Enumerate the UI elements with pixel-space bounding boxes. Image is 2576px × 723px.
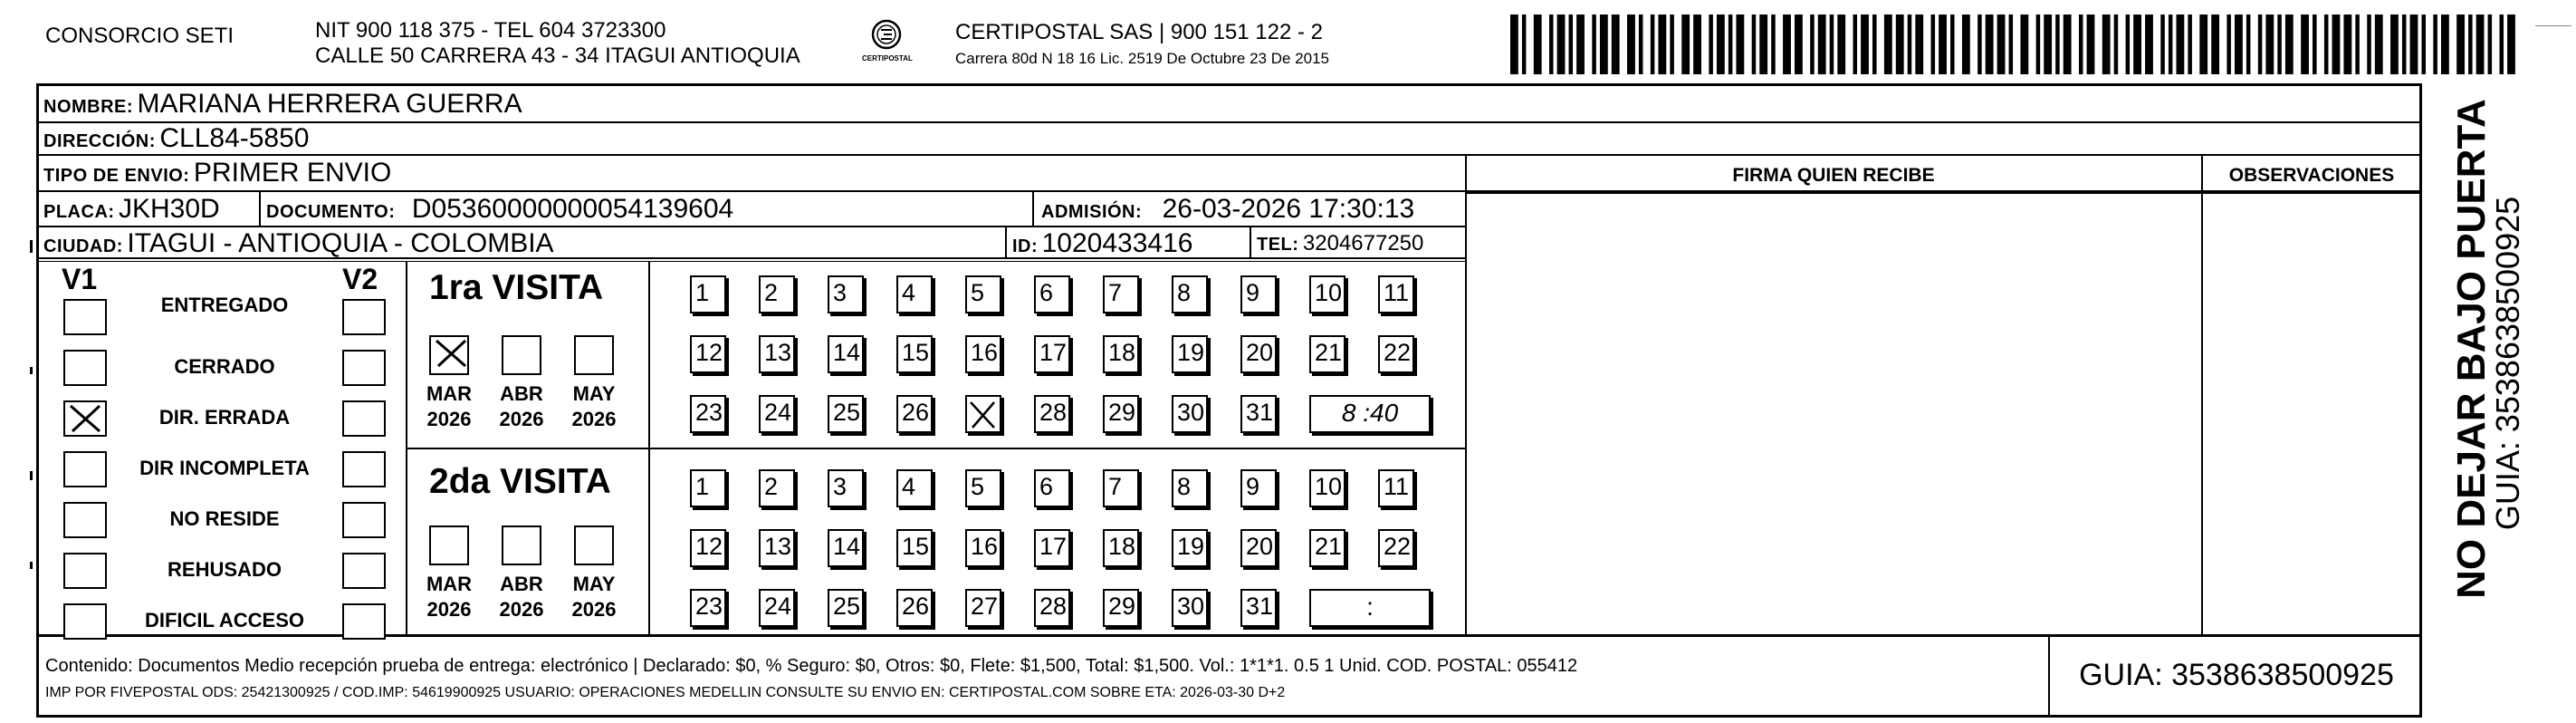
status-label: DIR. ERRADA (158, 406, 291, 429)
day-checkbox[interactable]: 2 (759, 275, 795, 313)
company-name: CONSORCIO SETI (45, 24, 235, 48)
status-label: NO RESIDE (169, 507, 280, 530)
day-checkbox[interactable]: 1 (690, 275, 726, 313)
day-checkbox[interactable]: 19 (1172, 529, 1208, 567)
nombre-value: MARIANA HERRERA GUERRA (137, 89, 522, 119)
id-row (1012, 227, 1192, 265)
day-checkbox[interactable]: 14 (828, 529, 864, 567)
day-checkbox[interactable]: 15 (896, 335, 933, 373)
day-checkbox[interactable]: 2 (759, 469, 795, 507)
certipostal-license: Carrera 80d N 18 16 Lic. 2519 De Octubre 23 De 2015 (955, 50, 1329, 67)
day-checkbox[interactable]: 27 (965, 589, 1001, 627)
status-label: CERRADO (174, 355, 275, 378)
tipo-row (43, 156, 391, 195)
day-checkbox[interactable]: 19 (1172, 335, 1208, 373)
v1-checkbox[interactable] (63, 350, 107, 386)
month-label: MAY (572, 382, 616, 405)
v1-label: V1 (62, 263, 98, 295)
no-dejar-bajo-puerta: NO DEJAR BAJO PUERTA (2449, 99, 2494, 599)
certipostal-info: CERTIPOSTAL SAS | 900 151 122 - 2 (955, 20, 1323, 44)
admision-row (1041, 192, 1414, 231)
day-checkbox[interactable]: 7 (1103, 275, 1139, 313)
v1-checkbox[interactable] (63, 451, 107, 487)
placa-value: JKH30D (119, 194, 220, 224)
barcode (1503, 13, 2526, 76)
day-checkbox[interactable]: 17 (1034, 335, 1070, 373)
day-checkbox[interactable]: 29 (1103, 589, 1139, 627)
day-checkbox[interactable]: 3 (828, 469, 864, 507)
direccion-value: CLL84-5850 (159, 123, 310, 153)
month-checkbox-may[interactable] (574, 525, 614, 565)
year-label: 2026 (571, 598, 617, 621)
footer-contenido: Contenido: Documentos Medio recepción prueba de entrega: electrónico | Declarado: $0, % Seguro: $0, Otros: $0, Flete: $1,500, Total: $1,500. Vol.: 1*1*1. 0.5 1 Unid. COD. POSTAL: 055412 (45, 656, 1578, 676)
v2-checkbox[interactable] (342, 553, 386, 589)
day-checkbox[interactable]: 15 (896, 529, 933, 567)
day-checkbox[interactable]: 1 (690, 469, 726, 507)
status-label: DIR INCOMPLETA (139, 457, 310, 479)
ciudad-value: ITAGUI - ANTIOQUIA - COLOMBIA (127, 228, 554, 258)
ciudad-row (43, 227, 554, 265)
day-checkbox[interactable]: 22 (1378, 335, 1414, 373)
month-checkbox-mar[interactable] (429, 335, 469, 375)
certipostal-logo (862, 18, 911, 69)
admision-label: ADMISIÓN: (1041, 202, 1143, 222)
logo-text: CERTIPOSTAL (862, 54, 913, 63)
footer-imp: IMP POR FIVEPOSTAL ODS: 25421300925 / COD.IMP: 54619900925 USUARIO: OPERACIONES MEDELLIN CONSULTE SU ENVIO EN: CERTIPOSTAL.COM SOBRE ETA: 2026-03-30 D+2 (45, 685, 1286, 700)
day-checkbox[interactable]: 4 (896, 469, 933, 507)
tel-value: 3204677250 (1302, 231, 1424, 255)
documento-row (266, 192, 733, 231)
v1-checkbox[interactable] (63, 502, 107, 538)
day-checkbox[interactable]: 24 (759, 395, 795, 433)
vertical-guia (2481, 109, 2535, 634)
status-label: REHUSADO (168, 558, 282, 581)
v2-checkbox[interactable] (342, 502, 386, 538)
day-checkbox[interactable]: 20 (1240, 529, 1277, 567)
month-checkbox-abr[interactable] (502, 525, 541, 565)
nombre-row (43, 87, 522, 126)
day-checkbox[interactable]: 25 (828, 589, 864, 627)
day-checkbox[interactable]: 28 (1034, 395, 1070, 433)
day-checkbox[interactable]: 17 (1034, 529, 1070, 567)
day-checkbox[interactable]: 26 (896, 589, 933, 627)
day-checkbox[interactable]: 10 (1309, 469, 1345, 507)
day-checkbox[interactable]: 18 (1103, 335, 1139, 373)
month-checkbox-may[interactable] (574, 335, 614, 375)
day-checkbox[interactable]: 20 (1240, 335, 1277, 373)
company-nit: NIT 900 118 375 - TEL 604 3723300 (315, 18, 666, 43)
day-checkbox[interactable]: 14 (828, 335, 864, 373)
v2-checkbox[interactable] (342, 603, 386, 640)
day-checkbox[interactable]: 13 (759, 335, 795, 373)
day-checkbox[interactable]: 16 (965, 529, 1001, 567)
day-checkbox[interactable]: 30 (1172, 589, 1208, 627)
month-label: MAR (426, 573, 473, 595)
day-checkbox[interactable]: 28 (1034, 589, 1070, 627)
company-address: CALLE 50 CARRERA 43 - 34 ITAGUI ANTIOQUIA (315, 43, 800, 68)
segunda-visita-title: 2da VISITA (429, 462, 611, 501)
placa-row (43, 192, 220, 231)
v1-checkbox[interactable] (63, 553, 107, 589)
day-checkbox[interactable]: 31 (1240, 395, 1277, 433)
day-checkbox[interactable]: 25 (828, 395, 864, 433)
day-checkbox[interactable]: 16 (965, 335, 1001, 373)
documento-value: D05360000000054139604 (411, 194, 734, 224)
nombre-label: NOMBRE: (43, 97, 134, 117)
observaciones-header: OBSERVACIONES (2228, 165, 2395, 186)
v2-checkbox[interactable] (342, 350, 386, 386)
month-label: MAY (572, 573, 616, 595)
day-checkbox[interactable]: 11 (1378, 275, 1414, 313)
tel-row (1257, 227, 1423, 264)
month-label: ABR (500, 573, 543, 595)
direccion-label: DIRECCIÓN: (43, 131, 156, 151)
ciudad-label: CIUDAD: (43, 236, 123, 256)
status-label: ENTREGADO (160, 294, 289, 316)
day-checkbox[interactable]: 4 (896, 275, 933, 313)
day-checkbox[interactable]: 5 (965, 469, 1001, 507)
day-checkbox[interactable]: 10 (1309, 275, 1345, 313)
day-checkbox[interactable]: 29 (1103, 395, 1139, 433)
day-checkbox[interactable]: 6 (1034, 469, 1070, 507)
firma-header: FIRMA QUIEN RECIBE (1732, 165, 1935, 186)
signature-area[interactable] (1467, 194, 2200, 632)
v1-checkbox[interactable] (63, 603, 107, 640)
day-checkbox[interactable]: 9 (1240, 469, 1277, 507)
day-checkbox[interactable]: 8 (1172, 469, 1208, 507)
day-checkbox[interactable]: 12 (690, 529, 726, 567)
v2-checkbox[interactable] (342, 451, 386, 487)
placa-label: PLACA: (43, 202, 115, 222)
year-label: 2026 (571, 408, 617, 430)
year-label: 2026 (426, 598, 472, 621)
day-checkbox[interactable]: 11 (1378, 469, 1414, 507)
time-input[interactable]: : (1309, 589, 1431, 627)
direccion-row (43, 121, 309, 160)
day-checkbox[interactable]: 18 (1103, 529, 1139, 567)
day-checkbox[interactable]: 23 (690, 395, 726, 433)
day-checkbox[interactable]: 31 (1240, 589, 1277, 627)
month-checkbox-abr[interactable] (502, 335, 541, 375)
day-checkbox[interactable] (965, 395, 1001, 433)
tipo-label: TIPO DE ENVIO: (43, 166, 190, 186)
time-input[interactable]: 8 :40 (1309, 395, 1431, 433)
documento-label: DOCUMENTO: (266, 202, 396, 222)
v2-checkbox[interactable] (342, 299, 386, 335)
day-checkbox[interactable]: 21 (1309, 529, 1345, 567)
month-checkbox-mar[interactable] (429, 525, 469, 565)
year-label: 2026 (499, 408, 544, 430)
day-checkbox[interactable]: 23 (690, 589, 726, 627)
day-checkbox[interactable]: 6 (1034, 275, 1070, 313)
year-label: 2026 (426, 408, 472, 430)
day-checkbox[interactable]: 12 (690, 335, 726, 373)
day-checkbox[interactable]: 24 (759, 589, 795, 627)
month-label: MAR (426, 382, 473, 405)
day-checkbox[interactable]: 9 (1240, 275, 1277, 313)
id-value: 1020433416 (1041, 228, 1193, 258)
footer-guia: GUIA: 3538638500925 (2079, 658, 2394, 692)
status-label: DIFICIL ACCESO (144, 609, 304, 631)
observaciones-area[interactable] (2204, 194, 2419, 632)
day-checkbox[interactable]: 3 (828, 275, 864, 313)
v1-checkbox[interactable] (63, 400, 107, 437)
day-checkbox[interactable]: 30 (1172, 395, 1208, 433)
month-label: ABR (500, 382, 543, 405)
guia-vertical-text: GUIA: 3538638500925 (2489, 196, 2526, 531)
id-label: ID: (1012, 236, 1039, 256)
primera-visita-title: 1ra VISITA (429, 268, 604, 307)
year-label: 2026 (499, 598, 544, 621)
v1-checkbox[interactable] (63, 299, 107, 335)
v2-label: V2 (342, 263, 378, 295)
tel-label: TEL: (1257, 235, 1299, 255)
v2-checkbox[interactable] (342, 400, 386, 437)
day-checkbox[interactable]: 21 (1309, 335, 1345, 373)
tipo-value: PRIMER ENVIO (193, 158, 392, 188)
day-checkbox[interactable]: 7 (1103, 469, 1139, 507)
day-checkbox[interactable]: 8 (1172, 275, 1208, 313)
day-checkbox[interactable]: 13 (759, 529, 795, 567)
day-checkbox[interactable]: 22 (1378, 529, 1414, 567)
day-checkbox[interactable]: 5 (965, 275, 1001, 313)
admision-value: 26-03-2026 17:30:13 (1162, 194, 1415, 224)
day-checkbox[interactable]: 26 (896, 395, 933, 433)
